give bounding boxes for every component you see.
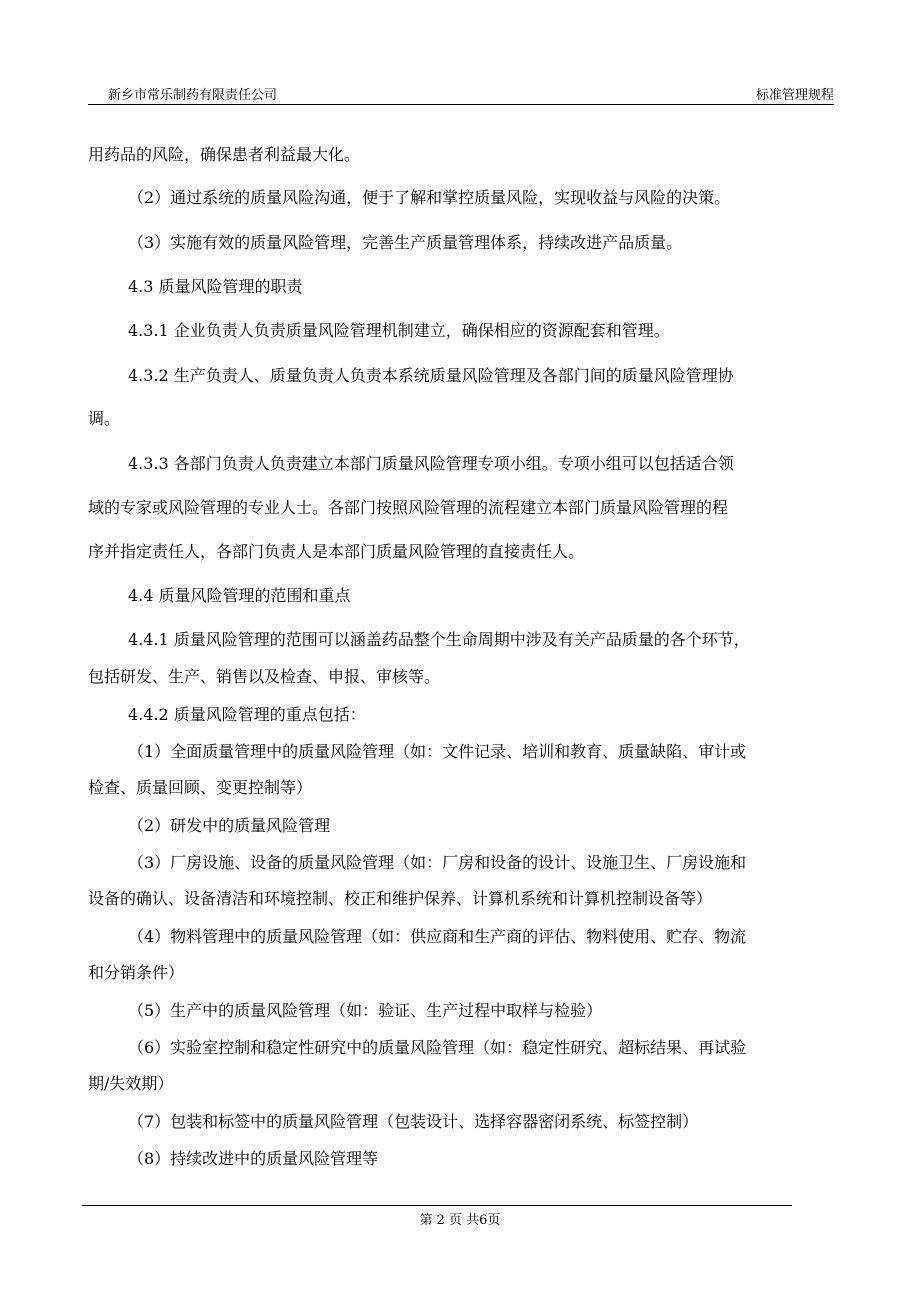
footer-divider (82, 1205, 792, 1206)
list-item: （5）生产中的质量风险管理（如：验证、生产过程中取样与检验） (128, 1001, 603, 1020)
company-name: 新乡市常乐制药有限责任公司 (108, 88, 278, 103)
page-number: 第 2 页 共6页 (419, 1213, 501, 1228)
body-line: 4.3.1 企业负责人负责质量风险管理机制建立，确保相应的资源配套和管理。 (128, 321, 670, 340)
body-line: 用药品的风险，确保患者利益最大化。 (88, 145, 361, 164)
body-line: 4.4.1 质量风险管理的范围可以涵盖药品整个生命周期中涉及有关产品质量的各个环节， (128, 630, 750, 649)
body-line: 4.4.2 质量风险管理的重点包括： (128, 705, 366, 724)
body-line: （2）通过系统的质量风险沟通，便于了解和掌控质量风险，实现收益与风险的决策。 (128, 188, 731, 207)
body-line: 调。 (88, 409, 121, 428)
list-item: 和分销条件） (88, 963, 185, 982)
body-line: （3）实施有效的质量风险管理，完善生产质量管理体系，持续改进产品质量。 (128, 233, 683, 252)
body-line: 包括研发、生产、销售以及检查、申报、审核等。 (88, 667, 441, 686)
section-heading: 4.3 质量风险管理的职责 (128, 277, 303, 296)
body-line: 域的专家或风险管理的专业人士。各部门按照风险管理的流程建立本部门质量风险管理的程 (88, 498, 729, 517)
list-item: 设备的确认、设备清洁和环境控制、校正和维护保养、计算机系统和计算机控制设备等） (88, 889, 713, 908)
section-heading: 4.4 质量风险管理的范围和重点 (128, 586, 351, 605)
page-header (88, 80, 834, 105)
list-item: （2）研发中的质量风险管理 (128, 816, 331, 835)
list-item: 期/失效期） (88, 1074, 174, 1093)
body-line: 4.3.3 各部门负责人负责建立本部门质量风险管理专项小组。专项小组可以包括适合领 (128, 454, 734, 473)
list-item: （8）持续改进中的质量风险管理等 (128, 1149, 379, 1168)
list-item: （6）实验室控制和稳定性研究中的质量风险管理（如：稳定性研究、超标结果、再试验 (128, 1038, 747, 1057)
list-item: 检查、质量回顾、变更控制等） (88, 778, 313, 797)
list-item: （3）厂房设施、设备的质量风险管理（如：厂房和设备的设计、设施卫生、厂房设施和 (128, 853, 747, 872)
body-line: 4.3.2 生产负责人、质量负责人负责本系统质量风险管理及各部门间的质量风险管理协 (128, 366, 734, 385)
document-type: 标准管理规程 (755, 88, 834, 103)
list-item: （7）包装和标签中的质量风险管理（包装设计、选择容器密闭系统、标签控制） (128, 1112, 699, 1131)
list-item: （4）物料管理中的质量风险管理（如：供应商和生产商的评估、物料使用、贮存、物流 (128, 927, 747, 946)
body-line: 序并指定责任人，各部门负责人是本部门质量风险管理的直接责任人。 (88, 542, 585, 561)
list-item: （1）全面质量管理中的质量风险管理（如：文件记录、培训和教育、质量缺陷、审计或 (128, 742, 747, 761)
